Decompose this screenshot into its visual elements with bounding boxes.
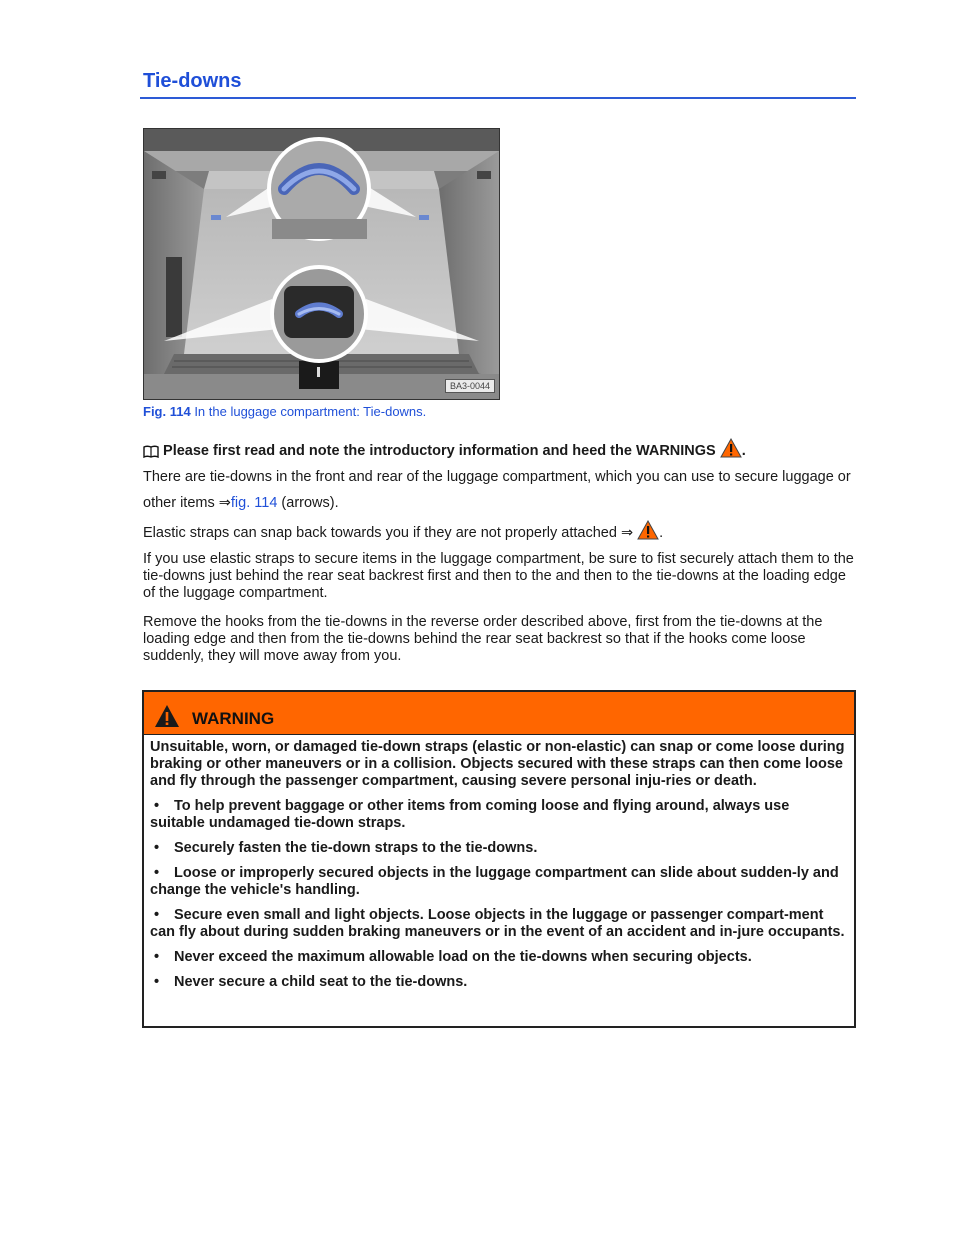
- warning-item-text: Securely fasten the tie-down straps to the tie-downs.: [174, 840, 538, 856]
- p2-text-end: .: [659, 525, 664, 541]
- p2-text: Elastic straps can snap back towards you if they are not properly attached ⇒: [143, 525, 638, 541]
- bullet: •: [154, 907, 160, 923]
- title-divider: [140, 97, 856, 99]
- fig-114-link[interactable]: fig. 114: [230, 495, 278, 511]
- bullet: •: [154, 974, 160, 990]
- paragraph-attach-order: If you use elastic straps to secure items in the luggage compartment, be sure to fist securely attach them to the tie-downs just behind the rear seat backrest first and then to the and then to the tie-downs at the loading edge of the luggage compartment.: [143, 551, 854, 601]
- warning-triangle-icon: [154, 704, 180, 728]
- bullet: •: [154, 865, 160, 881]
- figure-caption: [143, 404, 426, 419]
- warning-item: [150, 949, 848, 966]
- paragraph-tie-downs-location: [143, 464, 858, 516]
- paragraph-elastic-straps: [143, 520, 858, 542]
- section-title: Tie-downs: [143, 70, 242, 92]
- luggage-compartment-figure: [143, 128, 500, 400]
- bullet: •: [154, 840, 160, 856]
- warning-triangle-icon[interactable]: [637, 520, 659, 540]
- warning-item-text: Secure even small and light objects. Loose objects in the luggage or passenger compart-ment can fly about during sudden braking maneuvers or in the event of an accident and in-jure occupants.: [150, 907, 845, 940]
- warning-item: [150, 840, 848, 857]
- figure-code: BA3-0044: [445, 379, 495, 393]
- warning-item: [150, 798, 848, 832]
- figure-number: Fig. 114: [143, 404, 191, 419]
- book-icon: [143, 445, 159, 458]
- warning-box: [142, 690, 856, 1028]
- p1-text: There are tie-downs in the front and rear of the luggage compartment, which you can use to secure luggage or other items ⇒: [143, 469, 851, 511]
- warning-label: WARNING: [192, 709, 275, 728]
- warning-item-text: Never exceed the maximum allowable load on the tie-downs when securing objects.: [174, 949, 752, 965]
- bullet: •: [154, 949, 160, 965]
- intro-text: Please first read and note the introductory information and heed the WARNINGS: [159, 443, 720, 459]
- warning-item-text: Loose or improperly secured objects in the luggage compartment can slide about sudden-ly and change the vehicle's handling.: [150, 865, 839, 898]
- intro-end: .: [741, 443, 746, 459]
- warning-item: [150, 974, 848, 991]
- warning-item-text: Never secure a child seat to the tie-downs.: [174, 974, 468, 990]
- warning-header: [144, 692, 854, 735]
- warning-body: [144, 735, 854, 991]
- warning-lead: Unsuitable, worn, or damaged tie-down straps (elastic or non-elastic) can snap or come loose during braking or other maneuvers or in a collision. Objects secured with these straps can then come loose and fly through the passenger compartment, causing severe personal inju-ries or death.: [150, 739, 845, 789]
- luggage-compartment-illustration: [144, 129, 499, 399]
- intro-note: [143, 438, 858, 460]
- paragraph-remove-order: Remove the hooks from the tie-downs in the reverse order described above, first from the tie-downs at the loading edge and then from the tie-downs behind the rear seat backrest so that if the hooks come loose suddenly, they will move away from you.: [143, 614, 823, 664]
- figure-caption-text: In the luggage compartment: Tie-downs.: [190, 404, 427, 419]
- warning-item: [150, 865, 848, 899]
- bullet: •: [154, 798, 160, 814]
- p1-text-end: (arrows).: [277, 495, 339, 511]
- warning-item-text: To help prevent baggage or other items from coming loose and flying around, always use suitable undamaged tie-down straps.: [150, 798, 790, 831]
- warning-item: [150, 907, 848, 941]
- warning-triangle-icon[interactable]: [720, 438, 742, 458]
